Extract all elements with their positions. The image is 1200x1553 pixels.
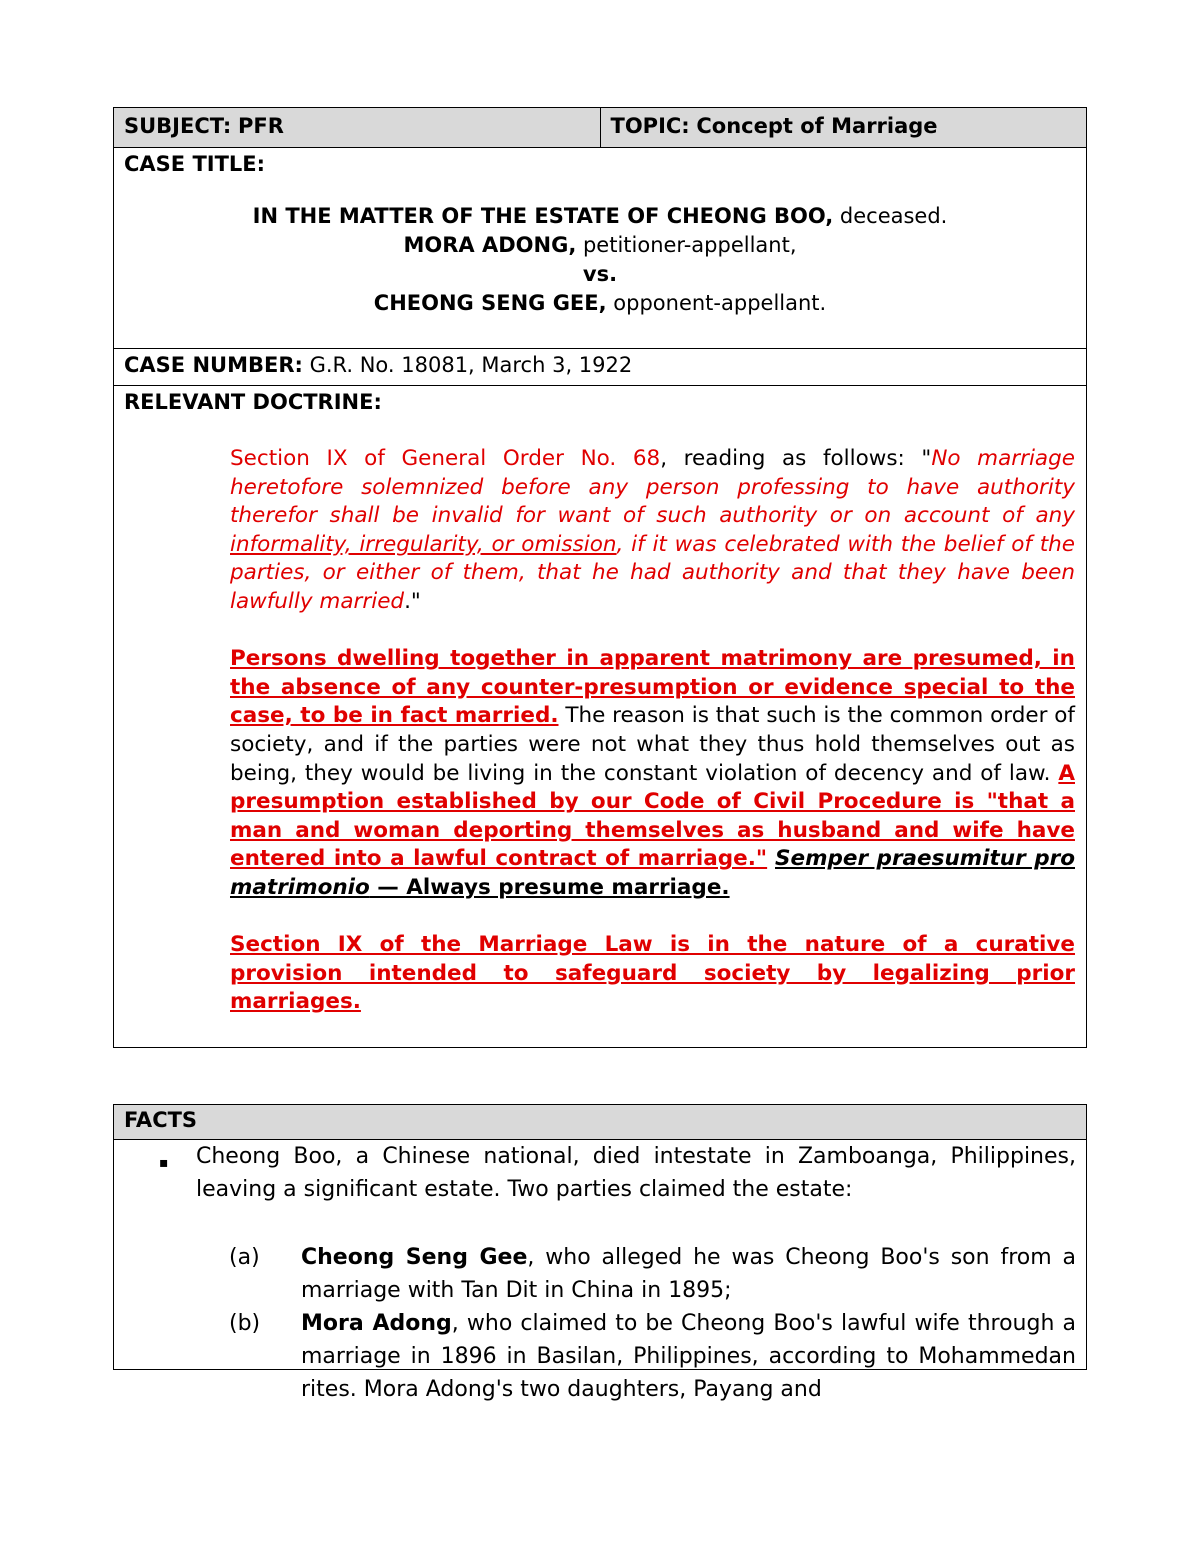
case-title-row xyxy=(114,148,1086,349)
case-title-line-2 xyxy=(124,231,1076,260)
petitioner-role: petitioner-appellant, xyxy=(576,233,797,257)
facts-body xyxy=(114,1140,1086,1402)
doctrine-paragraph-2 xyxy=(230,645,1075,902)
doctrine-body xyxy=(230,445,1075,1045)
case-digest-table xyxy=(113,107,1087,1048)
subject-label: SUBJECT: xyxy=(124,114,232,138)
case-number-label: CASE NUMBER: xyxy=(124,353,303,377)
petitioner-name: MORA ADONG, xyxy=(403,233,577,257)
header-row xyxy=(114,108,1086,148)
party-claim: , who alleged he was Cheong Boo's son from a marriage with Tan Dit in China in 1895; xyxy=(301,1245,1076,1303)
case-title-line-4 xyxy=(124,289,1076,318)
code-presumption: A presumption established by our Code of Civil Procedure is "that a man and woman deporting themselves as husband and wife have entered into a lawful contract of marriage." xyxy=(230,760,1075,872)
party-name: Mora Adong xyxy=(301,1311,452,1336)
party-claim: , who claimed to be Cheong Boo's lawful wife through a marriage in 1896 in Basilan, Philippines, according to Mohammedan rites. Mora Adong's two daughters, Payang and xyxy=(301,1311,1076,1402)
latin-maxim: Semper praesumitur pro matrimonio xyxy=(230,846,1075,900)
facts-table xyxy=(113,1104,1087,1402)
fact-item-marker: (a) xyxy=(229,1245,260,1270)
estate-name: IN THE MATTER OF THE ESTATE OF CHEONG BOO, xyxy=(252,204,834,228)
subject-value: PFR xyxy=(238,114,284,138)
maxim-translation: — Always presume marriage. xyxy=(369,874,730,900)
reading-text: , reading as follows: " xyxy=(660,446,932,471)
party-name: Cheong Seng Gee xyxy=(301,1245,528,1270)
case-number-value: G.R. No. 18081, March 3, 1922 xyxy=(302,353,633,377)
quoted-provision-b: , if it was celebrated with the belief of the parties, or either of them, that he had authority and that they have been lawfully married xyxy=(230,531,1075,614)
general-order-ref: Section IX of General Order No. 68 xyxy=(230,446,661,471)
fact-item-marker: (b) xyxy=(229,1311,261,1336)
doctrine-paragraph-3 xyxy=(230,931,1075,1017)
fact-item-a xyxy=(196,1241,1076,1307)
fact-main-text: Cheong Boo, a Chinese national, died intestate in Zamboanga, Philippines, leaving a significant estate. Two parties claimed the estate: xyxy=(196,1144,1076,1202)
opponent-name: CHEONG SENG GEE, xyxy=(373,291,607,315)
fact-item-text xyxy=(301,1307,1076,1406)
doctrine-label: RELEVANT DOCTRINE: xyxy=(124,390,382,414)
topic-value: Concept of Marriage xyxy=(696,114,938,138)
doctrine-row xyxy=(114,386,1086,1048)
case-title-line-1 xyxy=(124,202,1076,231)
fact-item-b xyxy=(196,1307,1076,1406)
doctrine-paragraph-1 xyxy=(230,445,1075,617)
subject-cell xyxy=(114,108,600,147)
case-title-vs: vs. xyxy=(582,262,618,286)
topic-label: TOPIC: xyxy=(610,114,690,138)
fact-item-text xyxy=(301,1241,1076,1307)
estate-suffix: deceased. xyxy=(833,204,948,228)
case-number-row xyxy=(114,349,1086,386)
reasoning-text: The reason is that such is the common order of society, and if the parties were not what they thus hold themselves out as being, they would be living in the constant violation of decency and of law. xyxy=(230,703,1075,786)
quote-end: ." xyxy=(404,588,421,614)
presumption-statement: Persons dwelling together in apparent matrimony are presumed, in the absence of any counter-presumption or evidence special to the case, to be in fact married. xyxy=(230,646,1075,729)
quoted-provision-underlined: informality, irregularity, or omission xyxy=(230,531,617,557)
square-bullet-icon: ▪ xyxy=(159,1155,169,1171)
case-title-label: CASE TITLE: xyxy=(124,152,266,176)
topic-cell xyxy=(600,108,1087,147)
facts-header: FACTS xyxy=(114,1105,1086,1140)
curative-provision: Section IX of the Marriage Law is in the nature of a curative provision intended to safeguard society by legalizing prior marriages. xyxy=(230,932,1075,1015)
opponent-role: opponent-appellant. xyxy=(606,291,827,315)
quoted-provision-a: No marriage heretofore solemnized before any person professing to have authority therefor shall be invalid for want of such authority or on account of any xyxy=(230,446,1075,529)
